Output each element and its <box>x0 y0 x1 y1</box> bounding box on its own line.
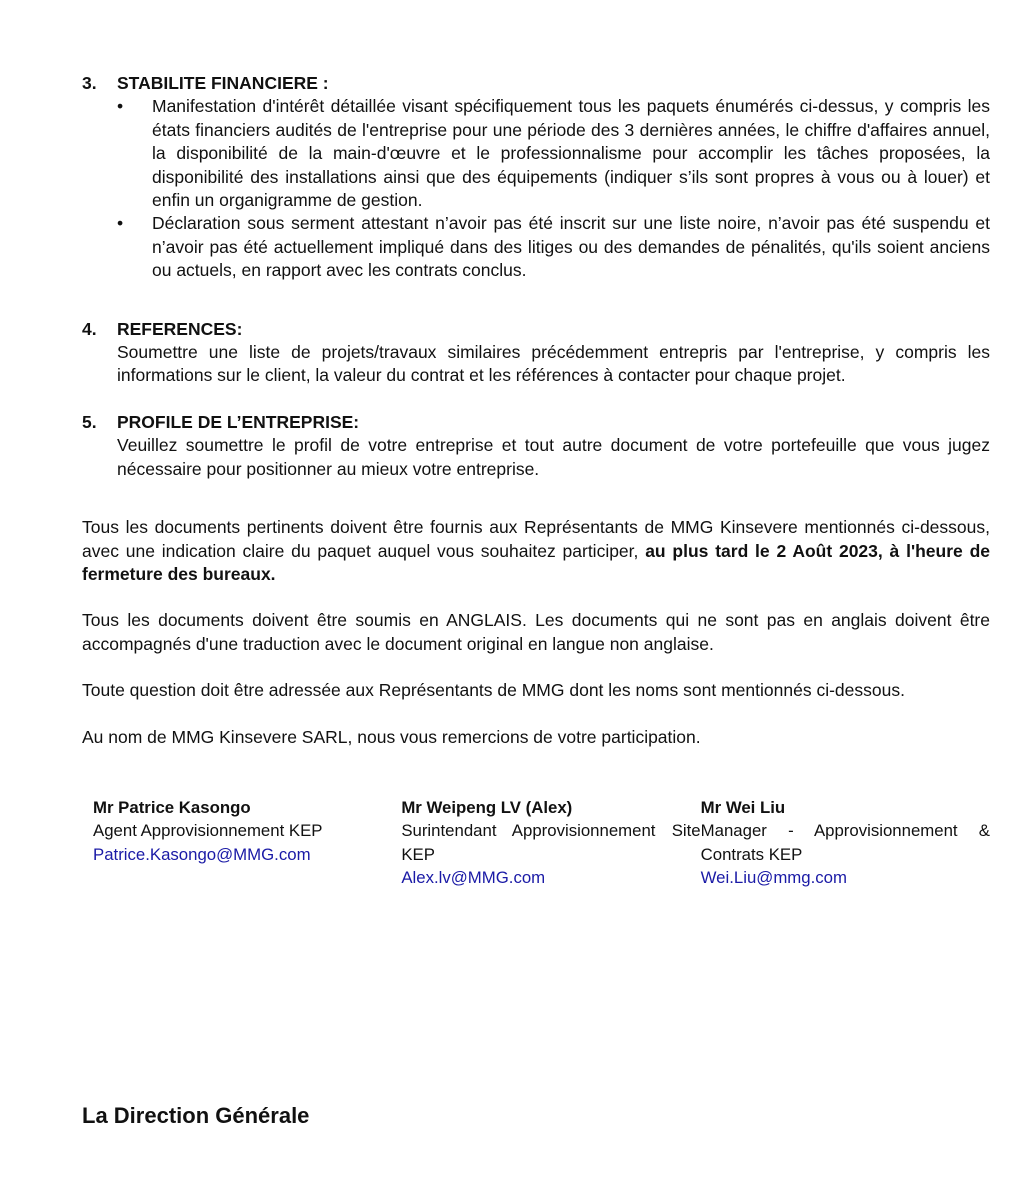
contact-role: Agent Approvisionnement KEP <box>93 821 323 841</box>
list-item <box>117 95 990 212</box>
submission-paragraph <box>82 516 990 586</box>
contact-name: Mr Weipeng LV (Alex) <box>401 797 573 817</box>
contact-name: Mr Patrice Kasongo <box>93 797 251 817</box>
section-body: Veuillez soumettre le profil de votre entreprise et tout autre document de votre portefeuille que vous jugez nécessaire pour positionner au mieux votre entreprise. <box>117 435 990 479</box>
bullet-list <box>117 95 990 282</box>
document-page <box>82 72 990 890</box>
bullet-text: Déclaration sous serment attestant n’avoir pas été inscrit sur une liste noire, n’avoir pas été suspendu et n’avoir pas été actuellement impliqué dans des litiges ou des demandes de pénalités, qu'ils soient anciens ou actuels, en rapport avec les contrats conclus. <box>152 213 990 281</box>
section-number: 5. <box>82 411 97 432</box>
contact-name: Mr Wei Liu <box>700 797 786 817</box>
contact-email-link[interactable]: Patrice.Kasongo@MMG.com <box>93 844 311 864</box>
contact-card <box>701 796 990 890</box>
section-number: 4. <box>82 318 97 339</box>
section-title: STABILITE FINANCIERE : <box>117 73 329 93</box>
section-company-profile <box>82 411 990 481</box>
contact-email-link[interactable]: Wei.Liu@mmg.com <box>700 868 847 888</box>
bullet-text: Manifestation d'intérêt détaillée visant spécifiquement tous les paquets énumérés ci-dessus, y compris les états financiers audités de l'entreprise pour une période des 3 dernières années, le chiffre d'affaires annuel, la disponibilité de la main-d'œuvre et le professionnalisme pour accomplir les tâches proposées, la disponibilité des installations ainsi que des équipements (indiquer s’ils sont propres à vous ou à louer) et enfin un organigramme de gestion. <box>152 96 990 211</box>
questions-paragraph: Toute question doit être adressée aux Représentants de MMG dont les noms sont mentionnés ci-dessous. <box>82 680 905 701</box>
signature: La Direction Générale <box>82 1103 310 1128</box>
bullet-icon: • <box>117 213 124 234</box>
contacts-block <box>93 796 990 890</box>
submission-deadline: au plus tard le 2 Août 2023, à l'heure de fermeture des bureaux. <box>82 540 990 584</box>
section-references <box>82 318 990 388</box>
language-paragraph: Tous les documents doivent être soumis en ANGLAIS. Les documents qui ne sont pas en anglais doivent être accompagnés d'une traduction avec le document original en langue non anglaise. <box>82 610 990 654</box>
contact-email-link[interactable]: Alex.lv@MMG.com <box>401 868 546 888</box>
section-number: 3. <box>82 73 97 93</box>
section-title: PROFILE DE L’ENTREPRISE: <box>117 411 360 432</box>
list-item <box>117 212 990 282</box>
contact-role: Surintendant Approvisionnement Site KEP <box>401 821 701 864</box>
thanks-paragraph: Au nom de MMG Kinsevere SARL, nous vous remercions de votre participation. <box>82 726 701 747</box>
section-body: Soumettre une liste de projets/travaux similaires précédemment entrepris par l'entreprise, y compris les informations sur le client, la valeur du contrat et les références à contacter pour chaque projet. <box>117 342 990 386</box>
contact-role: Manager - Approvisionnement & Contrats KEP <box>700 821 990 864</box>
section-title: REFERENCES: <box>117 318 243 339</box>
bullet-icon: • <box>117 96 124 117</box>
contact-card <box>401 796 700 890</box>
contact-card <box>93 796 401 890</box>
section-financial-stability <box>82 72 990 283</box>
submission-intro: Tous les documents pertinents doivent être fournis aux Représentants de MMG Kinsevere mentionnés ci-dessous, avec une indication claire du paquet auquel vous souhaitez participer, <box>82 517 990 561</box>
